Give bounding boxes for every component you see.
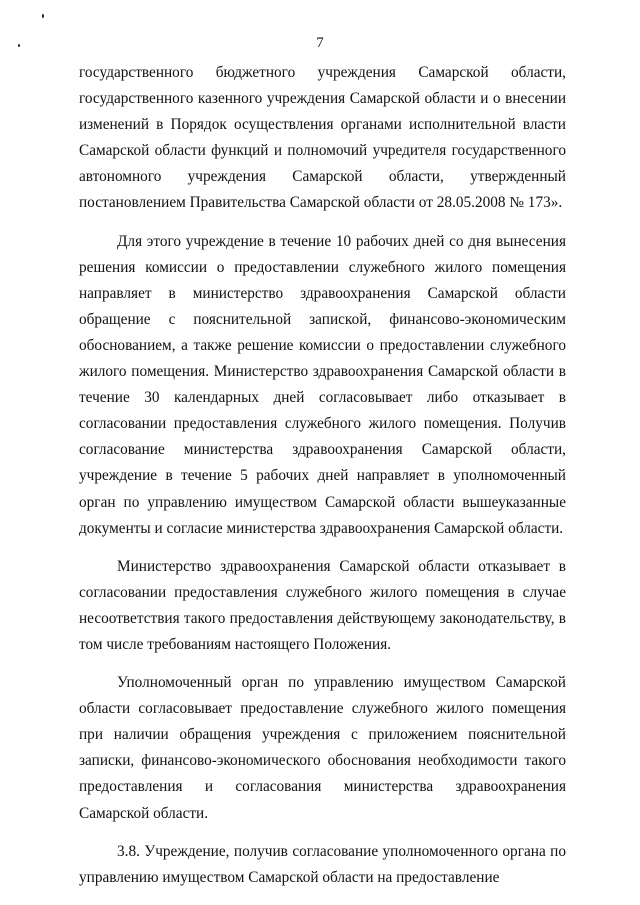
body-text bbox=[79, 60, 566, 891]
page-number: 7 bbox=[316, 35, 324, 51]
paragraph-approval-procedure: Для этого учреждение в течение 10 рабочих дней со дня вынесения решения комиссии о предоставлении служебного жилого помещения направляет в министерство здравоохранения Самарской области обращение с пояснительной запиской, финансово-экономическим обоснованием, а также решение комиссии о предоставлении служебного жилого помещения. Министерство здравоохранения Самарской области в течение 30 календарных дней согласовывает либо отказывает в согласовании предоставления служебного жилого помещения. Получив согласование министерства здравоохранения Самарской области, учреждение в течение 5 рабочих дней направляет в уполномоченный орган по управлению имуществом Самарской области вышеуказанные документы и согласие министерства здравоохранения Самарской области. bbox=[79, 232, 566, 537]
scan-speck bbox=[42, 14, 44, 18]
paragraph-refusal-grounds: Министерство здравоохранения Самарской области отказывает в согласовании предоставления служебного жилого помещения в случае несоответствия такого предоставления действующему законодательству, в том числе требованиям настоящего Положения. bbox=[79, 557, 566, 653]
paragraph-continuation: государственного бюджетного учреждения Самарской области, государственного казенного учреждения Самарской области и о внесении изменений в Порядок осуществления органами исполнительной власти Самарской области функций и полномочий учредителя государственного автономного учреждения Самарской области, утвержденный постановлением Правительства Самарской области от 28.05.2008 № 173». bbox=[79, 64, 566, 212]
paragraph-property-authority-approval: Уполномоченный орган по управлению имуществом Самарской области согласовывает предоставление служебного жилого помещения при наличии обращения учреждения с приложением пояснительной записки, финансово-экономического обоснования необходимости такого предоставления и согласования министерства здравоохранения Самарской области. bbox=[79, 674, 566, 822]
paragraph-section-3-8: 3.8. Учреждение, получив согласование уполномоченного органа по управлению имуществом Самарской области на предоставление bbox=[79, 842, 566, 886]
